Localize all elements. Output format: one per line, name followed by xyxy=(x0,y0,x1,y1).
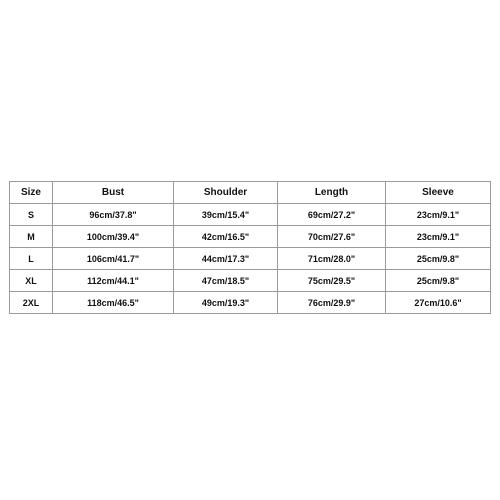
size-chart-table xyxy=(9,181,491,314)
cell-bust: 106cm/41.7" xyxy=(53,248,174,270)
cell-sleeve: 23cm/9.1" xyxy=(386,204,491,226)
cell-sleeve: 27cm/10.6" xyxy=(386,292,491,314)
cell-size: L xyxy=(10,248,53,270)
cell-length: 70cm/27.6" xyxy=(278,226,386,248)
cell-sleeve: 25cm/9.8" xyxy=(386,248,491,270)
cell-shoulder: 39cm/15.4" xyxy=(174,204,278,226)
cell-bust: 118cm/46.5" xyxy=(53,292,174,314)
cell-size: 2XL xyxy=(10,292,53,314)
header-length: Length xyxy=(278,182,386,204)
table-row xyxy=(10,292,491,314)
cell-bust: 100cm/39.4" xyxy=(53,226,174,248)
cell-length: 71cm/28.0" xyxy=(278,248,386,270)
cell-shoulder: 42cm/16.5" xyxy=(174,226,278,248)
header-size: Size xyxy=(10,182,53,204)
cell-size: M xyxy=(10,226,53,248)
cell-bust: 112cm/44.1" xyxy=(53,270,174,292)
header-bust: Bust xyxy=(53,182,174,204)
table-header-row xyxy=(10,182,491,204)
table-row xyxy=(10,248,491,270)
cell-shoulder: 44cm/17.3" xyxy=(174,248,278,270)
cell-size: S xyxy=(10,204,53,226)
cell-size: XL xyxy=(10,270,53,292)
cell-sleeve: 25cm/9.8" xyxy=(386,270,491,292)
cell-bust: 96cm/37.8" xyxy=(53,204,174,226)
cell-sleeve: 23cm/9.1" xyxy=(386,226,491,248)
cell-length: 69cm/27.2" xyxy=(278,204,386,226)
header-shoulder: Shoulder xyxy=(174,182,278,204)
table-row xyxy=(10,204,491,226)
table-row xyxy=(10,226,491,248)
table-row xyxy=(10,270,491,292)
cell-shoulder: 47cm/18.5" xyxy=(174,270,278,292)
header-sleeve: Sleeve xyxy=(386,182,491,204)
cell-length: 76cm/29.9" xyxy=(278,292,386,314)
cell-length: 75cm/29.5" xyxy=(278,270,386,292)
cell-shoulder: 49cm/19.3" xyxy=(174,292,278,314)
